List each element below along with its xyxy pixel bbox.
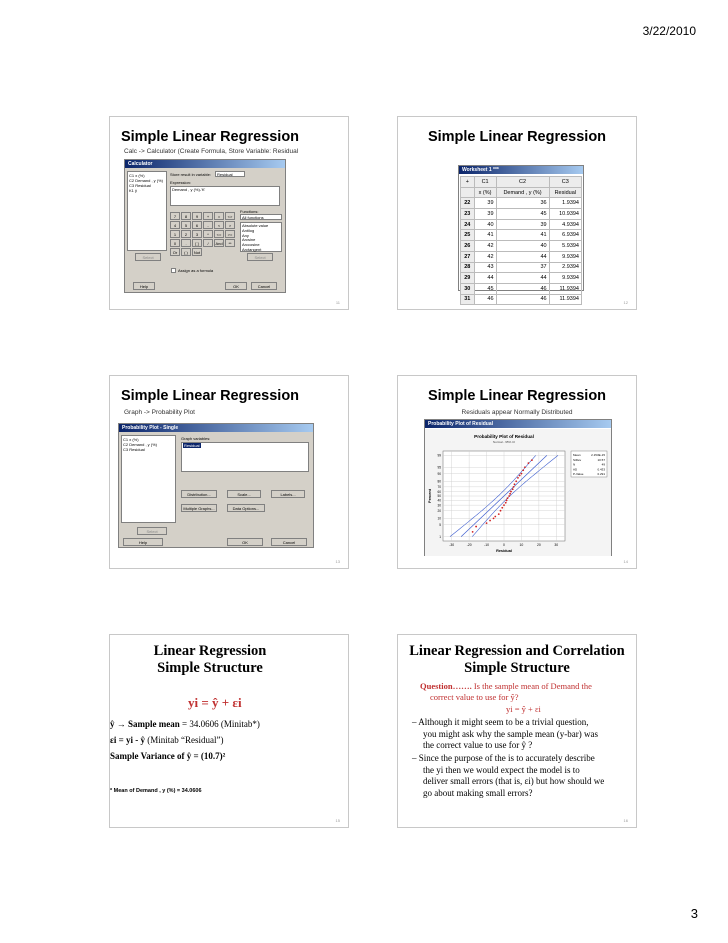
data-point (503, 504, 505, 506)
bullet-2-line4: go about making small errors? (423, 787, 533, 798)
table-row (461, 262, 582, 273)
y-tick-label: 95 (437, 465, 441, 470)
x-tick-label: -20 (466, 543, 472, 547)
mean-term: ŷ → Sample mean (110, 719, 180, 729)
y-tick-label: 30 (437, 503, 441, 508)
table-row (461, 241, 582, 252)
calculator-dialog (124, 159, 286, 293)
column-header[interactable]: Demand , y (%) (496, 187, 549, 198)
table-row (461, 273, 582, 284)
table-cell[interactable]: 41 (496, 230, 549, 241)
legend-value: 10.57 (597, 457, 605, 462)
slide-number: 13 (335, 559, 340, 564)
data-point (528, 462, 530, 464)
table-cell[interactable]: 39 (474, 209, 496, 220)
row-number[interactable]: 23 (461, 209, 475, 220)
slide-title: Simple Linear Regression (427, 388, 607, 404)
table-cell[interactable]: 11.9394 (549, 294, 581, 305)
table-row (461, 198, 582, 209)
column-item[interactable]: C1 x (%) (123, 437, 139, 442)
residual-line (110, 735, 223, 745)
worksheet-titlebar: Worksheet 1 *** (459, 166, 583, 174)
keypad-key[interactable]: + (203, 212, 213, 220)
slide-title-line2: Simple Structure (464, 660, 570, 676)
functions-select[interactable]: All functions (240, 214, 282, 220)
y-tick-label: 10 (437, 516, 441, 521)
legend-key: AD (573, 467, 578, 472)
function-item[interactable]: Antilog (242, 227, 255, 233)
slide-title: Simple Linear Regression (427, 129, 607, 145)
table-cell[interactable]: 4.9394 (549, 219, 581, 230)
select-function-button[interactable]: Select (247, 253, 273, 261)
residual-note: (Minitab “Residual”) (144, 735, 224, 745)
question-line-2: correct value to use for ŷ? (430, 692, 519, 702)
table-cell[interactable]: 42 (474, 241, 496, 252)
variance-line: Sample Variance of ŷ = (10.7)² (110, 751, 226, 761)
graph-var-input[interactable] (181, 442, 309, 472)
slide-number: 16 (623, 818, 628, 823)
data-point (531, 459, 533, 461)
column-id[interactable]: + (461, 177, 475, 188)
table-cell[interactable]: 39 (474, 198, 496, 209)
question-line (420, 681, 592, 691)
table-cell[interactable]: 44 (496, 273, 549, 284)
mean-line (110, 719, 260, 729)
data-point (500, 510, 502, 512)
keypad-key[interactable]: - (203, 221, 213, 229)
keypad-key[interactable]: 3 (192, 230, 202, 238)
scale-button[interactable]: Scale... (227, 490, 261, 498)
multiple-graphs-button[interactable]: Multiple Graphs... (181, 504, 217, 512)
y-tick-label: 20 (437, 508, 441, 513)
x-tick-label: -10 (484, 543, 490, 547)
data-point (505, 502, 507, 504)
function-item[interactable]: Absolute value (242, 223, 269, 228)
slide-title-line1: Linear Regression (153, 643, 267, 659)
chart-subtitle: Normal - 95% CI (492, 440, 516, 444)
table-row (461, 251, 582, 262)
slide-1 (109, 116, 349, 310)
keypad-key[interactable]: <= (214, 230, 224, 238)
mean-value: = 34.0606 (Minitab*) (179, 719, 260, 729)
legend-value: 0.433 (597, 467, 605, 472)
data-point (507, 497, 509, 499)
table-row (461, 294, 582, 305)
chart-window (424, 419, 612, 556)
worksheet-grid (460, 176, 582, 305)
data-point (522, 469, 524, 471)
column-item[interactable]: C2 Demand , y (%) (123, 442, 158, 447)
y-tick-label: 1 (439, 534, 441, 539)
table-cell[interactable]: 1.9394 (549, 198, 581, 209)
bullet-1-line2: you might ask why the sample mean (y-bar) was (423, 728, 598, 739)
data-point (515, 480, 517, 482)
data-point (509, 493, 511, 495)
data-point (524, 466, 526, 468)
cancel-button[interactable]: Cancel (251, 282, 277, 290)
slide-subtitle: Graph -> Probability Plot (124, 409, 195, 416)
keypad-key[interactable]: 4 (170, 221, 180, 229)
x-tick-label: 30 (554, 543, 559, 547)
column-id[interactable]: C2 (496, 177, 549, 188)
bullet-1-line3: the correct value to use for ŷ ? (423, 740, 533, 750)
chart-title: Probability Plot of Residual (474, 434, 534, 439)
slide-4 (397, 375, 637, 569)
slide-number: 12 (623, 300, 628, 305)
slide-subtitle: Calc -> Calculator (Create Formula, Store Variable: Residual (124, 148, 299, 155)
bullet-2-line1: – Since the purpose of the is to accurately describe (412, 753, 595, 763)
y-tick-label: 5 (439, 522, 441, 527)
column-item[interactable]: C3 Residual (123, 447, 145, 452)
table-cell[interactable]: 39 (496, 219, 549, 230)
y-tick-label: 80 (437, 479, 441, 484)
function-item[interactable]: Arccosine (242, 242, 260, 248)
table-cell[interactable]: 44 (474, 273, 496, 284)
keypad-key[interactable]: * (203, 230, 213, 238)
table-row (461, 230, 582, 241)
legend-key: StDev (573, 457, 582, 462)
keypad-key[interactable]: 2 (181, 230, 191, 238)
function-item[interactable]: Any (242, 232, 249, 238)
slide-3 (109, 375, 349, 569)
data-point (514, 483, 516, 485)
function-item[interactable]: Arctangent (242, 247, 262, 252)
table-cell[interactable]: 46 (496, 294, 549, 305)
slide-subtitle: Residuals appear Normally Distributed (461, 409, 573, 416)
column-item[interactable]: C2 Demand , y (%) (129, 178, 164, 183)
data-point (472, 531, 474, 533)
slide-number: 15 (335, 818, 340, 823)
dialog-titlebar: Probability Plot - Single (119, 424, 313, 432)
question-label: Question……. (420, 681, 472, 691)
labels-button[interactable]: Labels... (271, 490, 305, 498)
slide-title: Simple Linear Regression (120, 388, 300, 404)
dialog-titlebar: Calculator (125, 160, 285, 168)
y-tick-label: 90 (437, 471, 441, 476)
x-axis-label: Residual (496, 549, 512, 553)
table-cell[interactable]: 46 (474, 294, 496, 305)
legend-value: 0.291 (597, 472, 605, 477)
keypad-key[interactable]: 5 (181, 221, 191, 229)
keypad-key[interactable]: = (214, 212, 224, 220)
function-item[interactable]: Arcsine (242, 237, 256, 243)
table-cell[interactable]: 37 (496, 262, 549, 273)
legend-key: Mean (573, 453, 581, 457)
slide-title-line2: Simple Structure (157, 660, 263, 676)
store-label: Store result in variable: (170, 172, 211, 177)
help-button[interactable]: Help (123, 538, 163, 546)
row-number[interactable]: 27 (461, 251, 475, 262)
data-point (508, 495, 510, 497)
column-header[interactable] (461, 187, 475, 198)
column-id[interactable]: C1 (474, 177, 496, 188)
keypad-key[interactable]: Not (193, 250, 201, 255)
table-cell[interactable]: 44 (496, 251, 549, 262)
x-tick-label: 10 (519, 543, 524, 547)
column-item[interactable]: C1 x (%) (129, 173, 145, 178)
legend-key: N (573, 462, 576, 467)
column-header[interactable]: x (%) (474, 187, 496, 198)
keypad-key[interactable]: ( ) (181, 248, 191, 256)
keypad (170, 212, 236, 254)
help-button[interactable]: Help (133, 282, 155, 290)
keypad-key[interactable]: > (225, 221, 235, 229)
bullet-1 (412, 717, 598, 752)
data-point (501, 507, 503, 509)
table-cell[interactable]: 11.9394 (549, 283, 581, 294)
data-point (519, 475, 521, 477)
row-number[interactable]: 30 (461, 283, 475, 294)
data-point (517, 477, 519, 479)
table-row (461, 283, 582, 294)
y-tick-label: 40 (437, 498, 441, 503)
keypad-key[interactable]: >= (225, 230, 235, 238)
keypad-key[interactable]: 7 (170, 212, 180, 220)
keypad-key[interactable]: / (203, 239, 213, 247)
table-cell[interactable]: 41 (474, 230, 496, 241)
legend-value: 49 (601, 462, 605, 467)
keypad-key[interactable]: 8 (181, 212, 191, 220)
data-point (498, 513, 500, 515)
data-point (521, 473, 523, 475)
assign-checkbox[interactable] (171, 268, 176, 273)
keypad-key[interactable]: 9 (192, 212, 202, 220)
table-cell[interactable]: 45 (474, 283, 496, 294)
table-cell[interactable]: 5.9394 (549, 241, 581, 252)
data-point (510, 491, 512, 493)
bullet-2 (412, 753, 604, 799)
slide-number: 14 (623, 559, 628, 564)
equation: yi = ŷ + εi (506, 704, 541, 714)
row-number[interactable]: 28 (461, 262, 475, 273)
distribution-button[interactable]: Distribution... (181, 490, 217, 498)
y-tick-label: 50 (437, 494, 441, 499)
keypad-key[interactable]: 6 (192, 221, 202, 229)
expression-text: Demand , y (%)-'K' (172, 187, 206, 192)
keypad-key[interactable]: 1 (170, 230, 180, 238)
row-number[interactable]: 26 (461, 241, 475, 252)
table-cell[interactable]: 40 (474, 219, 496, 230)
slide-number: 11 (335, 300, 340, 305)
table-cell[interactable]: 43 (474, 262, 496, 273)
data-point (494, 516, 496, 518)
y-tick-label: 60 (437, 489, 441, 494)
bullet-2-line2: the yi then we would expect the model is to (423, 764, 580, 775)
footnote: * Mean of Demand , y (%) = 34.0606 (110, 788, 202, 794)
page-number: 3 (690, 906, 698, 921)
functions-list[interactable] (240, 222, 282, 252)
print-date: 3/22/2010 (642, 24, 696, 38)
functions-label: Functions: (240, 209, 259, 214)
slide-title: Simple Linear Regression (120, 129, 300, 145)
x-tick-label: 0 (503, 543, 505, 547)
table-cell[interactable]: 10.9394 (549, 209, 581, 220)
data-point (506, 500, 508, 502)
select-button[interactable]: Select (135, 253, 161, 261)
row-number[interactable]: 22 (461, 198, 475, 209)
graph-var-label: Graph variables: (181, 436, 211, 441)
y-tick-label: 70 (437, 485, 441, 490)
probability-plot-dialog (118, 423, 314, 548)
slide-2 (397, 116, 637, 310)
keypad-key[interactable]: Or (170, 248, 180, 256)
column-id[interactable]: C3 (549, 177, 581, 188)
keypad-key[interactable]: ** (225, 239, 235, 247)
question-text: Is the sample mean of Demand the (471, 681, 592, 691)
table-row (461, 209, 582, 220)
bullet-2-line3: deliver small errors (that is, εi) but how should we (423, 776, 605, 786)
column-list[interactable] (121, 435, 176, 523)
row-number[interactable]: 31 (461, 294, 475, 305)
y-axis-label: Percent (428, 489, 432, 503)
table-cell[interactable]: 45 (496, 209, 549, 220)
table-cell[interactable]: 42 (474, 251, 496, 262)
data-point (475, 526, 477, 528)
slide-title-line1: Linear Regression and Correlation (409, 643, 625, 659)
select-button[interactable]: Select (137, 527, 167, 535)
worksheet-window (458, 165, 584, 303)
row-number[interactable]: 25 (461, 230, 475, 241)
table-cell[interactable]: 9.9394 (549, 251, 581, 262)
keypad-key[interactable]: 0 (170, 239, 180, 247)
y-tick-label: 99 (437, 453, 441, 458)
data-point (493, 517, 495, 519)
equation: yi = ŷ + εi (188, 695, 242, 710)
table-cell[interactable]: 6.9394 (549, 230, 581, 241)
legend-value: 2.153E-15 (591, 453, 605, 457)
column-header[interactable]: Residual (549, 187, 581, 198)
keypad-key[interactable]: [ ] (192, 239, 202, 247)
row-number[interactable]: 29 (461, 273, 475, 284)
data-options-button[interactable]: Data Options... (227, 504, 265, 512)
column-item[interactable]: K1 ŷ (129, 188, 138, 193)
table-cell[interactable]: 2.9394 (549, 262, 581, 273)
keypad-key[interactable]: <> (225, 212, 235, 220)
data-point (513, 486, 515, 488)
expression-input[interactable] (170, 186, 280, 206)
keypad-key[interactable]: . (181, 239, 191, 247)
data-point (512, 488, 514, 490)
ok-button[interactable]: OK (227, 538, 263, 546)
expression-label: Expression: (170, 180, 191, 185)
table-cell[interactable]: 9.9394 (549, 273, 581, 284)
x-tick-label: 20 (536, 543, 541, 547)
table-cell[interactable]: 36 (496, 198, 549, 209)
residual-term: εi = yi - ŷ (110, 735, 145, 745)
chart-window-titlebar: Probability Plot of Residual (425, 420, 611, 428)
slide-5 (109, 634, 349, 828)
table-cell[interactable]: 46 (496, 283, 549, 294)
cancel-button[interactable]: Cancel (271, 538, 307, 546)
store-input[interactable]: Residual (215, 171, 245, 177)
data-point (489, 520, 491, 522)
ok-button[interactable]: OK (225, 282, 247, 290)
probability-plot (425, 429, 611, 556)
table-cell[interactable]: 40 (496, 241, 549, 252)
assign-label: Assign as a formula (178, 268, 214, 273)
table-row (461, 219, 582, 230)
graph-var-value: Residual (184, 443, 200, 448)
column-list[interactable] (127, 171, 167, 251)
row-number[interactable]: 24 (461, 219, 475, 230)
slide-6 (397, 634, 637, 828)
column-item[interactable]: C3 Residual (129, 183, 151, 188)
bullet-1-line1: – Although it might seem to be a trivial question, (412, 717, 589, 727)
x-tick-label: -30 (449, 543, 455, 547)
keypad-key[interactable]: And (215, 241, 223, 246)
legend-key: P-Value (573, 472, 584, 477)
data-point (486, 522, 488, 524)
keypad-key[interactable]: < (214, 221, 224, 229)
